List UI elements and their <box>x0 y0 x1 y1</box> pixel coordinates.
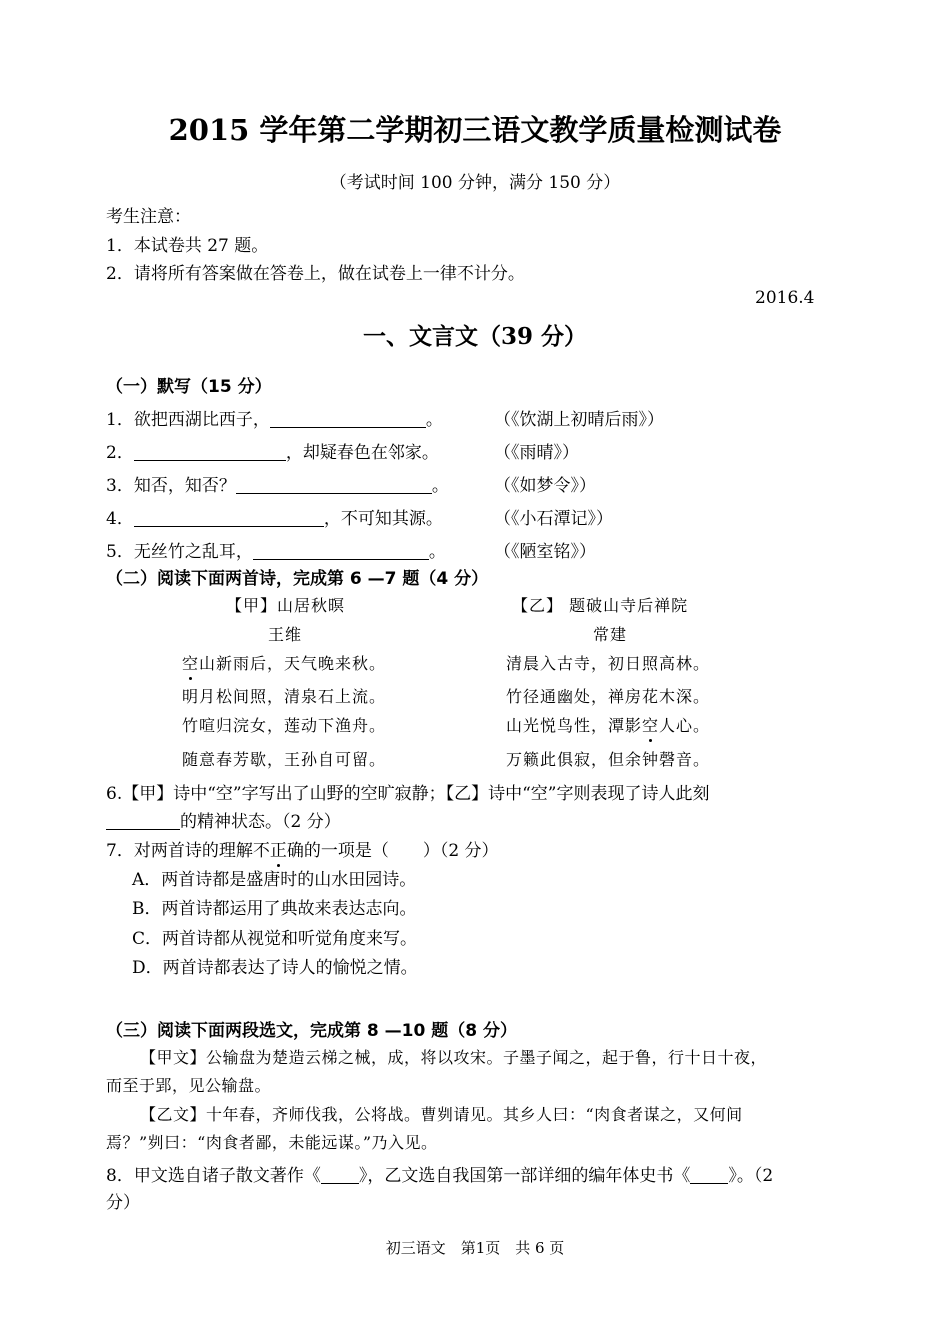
q2-source: （《雨晴》） <box>494 443 579 463</box>
poem-b-line-2: 竹径通幽处，禅房花木深。 <box>506 687 711 706</box>
question-4 <box>106 504 443 529</box>
question-6-line-2 <box>106 807 341 832</box>
part2-heading: （二）阅读下面两首诗，完成第 6 —7 题（4 分） <box>106 569 489 589</box>
q2-prompt: ，却疑春色在邻家。 <box>285 443 439 463</box>
q7-prefix: 7．对两首诗的理解 <box>106 841 253 861</box>
poem-a-title: 【甲】山居秋暝 <box>226 596 346 615</box>
q8-part-a: 8．甲文选自诸子散文著作《 <box>106 1166 321 1186</box>
poem-b-title: 【乙】 题破山寺后禅院 <box>512 596 689 615</box>
poem-b-line-4: 万籁此俱寂，但余钟磬音。 <box>506 750 711 769</box>
poem-a-line-1 <box>182 651 386 674</box>
option-b: B．两首诗都运用了典故来表达志向。 <box>132 899 417 919</box>
section-heading: 一、文言文（39 分） <box>362 323 587 350</box>
q5-answer-blank <box>253 542 429 560</box>
q4-number: 4． <box>106 509 134 529</box>
question-3 <box>106 471 449 496</box>
notice-item-1: 1．本试卷共 27 题。 <box>106 236 269 256</box>
poem-b-line-1: 清晨入古寺，初日照高林。 <box>506 654 711 673</box>
poem-b-line-3-a: 山光悦鸟性，潭影 <box>506 716 643 735</box>
q3-answer-blank <box>236 476 432 494</box>
q5-end: 。 <box>428 542 446 562</box>
q7-suffix: 的一项是（ ）（2 分） <box>303 841 499 861</box>
q1-end: 。 <box>425 410 443 430</box>
q3-prompt: 3．知否，知否？ <box>106 476 236 496</box>
q2-number: 2． <box>106 443 134 463</box>
question-7 <box>106 836 499 861</box>
emphasis-char-kong: 空 <box>182 651 199 674</box>
q6-answer-blank <box>106 812 180 830</box>
emphasis-bu-zheng-que: 不正确 <box>253 836 304 861</box>
q1-prompt: 1．欲把西湖比西子， <box>106 410 270 430</box>
q2-answer-blank <box>134 443 286 461</box>
q6-suffix: 的精神状态。（2 分） <box>180 812 341 832</box>
poem-a-line-2: 明月松间照，清泉石上流。 <box>182 687 387 706</box>
question-8 <box>106 1161 773 1186</box>
q5-source: （《陋室铭》） <box>494 542 596 562</box>
q8-answer-blank-2 <box>690 1166 728 1184</box>
q8-answer-blank-1 <box>321 1166 359 1184</box>
passage-yi-line-1: 【乙文】十年春，齐师伐我，公将战。曹刿请见。其乡人曰：“肉食者谋之，又何间 <box>140 1105 743 1124</box>
poem-a-author: 王维 <box>268 625 303 644</box>
q1-source: （《饮湖上初晴后雨》） <box>494 410 664 430</box>
notice-heading: 考生注意： <box>106 207 191 227</box>
page-footer: 初三语文 第1页 共 6 页 <box>385 1239 565 1257</box>
poem-b-line-3 <box>506 713 710 736</box>
emphasis-char-kong: 空 <box>642 713 659 736</box>
passage-yi-line-2: 焉？”刿曰：“肉食者鄙，未能远谋。”乃入见。 <box>106 1133 438 1152</box>
q5-prompt: 5．无丝竹之乱耳， <box>106 542 253 562</box>
poem-a-line-1-rest: 山新雨后，天气晚来秋。 <box>199 654 387 673</box>
option-d: D．两首诗都表达了诗人的愉悦之情。 <box>132 958 418 978</box>
question-6-line-1: 6.【甲】诗中“空”字写出了山野的空旷寂静；【乙】诗中“空”字则表现了诗人此刻 <box>106 784 710 804</box>
exam-date: 2016.4 <box>755 288 815 308</box>
poem-a-line-4: 随意春芳歇，王孙自可留。 <box>182 750 387 769</box>
poem-b-line-3-c: 人心。 <box>659 716 711 735</box>
passage-jia-line-1: 【甲文】公输盘为楚造云梯之械，成，将以攻宋。子墨子闻之，起于鲁，行十日十夜， <box>140 1048 768 1067</box>
q3-end: 。 <box>431 476 449 496</box>
passage-jia-line-2: 而至于郢，见公输盘。 <box>106 1076 272 1095</box>
poem-b-author: 常建 <box>593 625 628 644</box>
exam-info: （考试时间 100 分钟，满分 150 分） <box>329 173 621 193</box>
part1-heading: （一）默写（15 分） <box>106 377 272 397</box>
q1-answer-blank <box>270 410 426 428</box>
q4-answer-blank <box>134 509 324 527</box>
option-a: A．两首诗都是盛唐时的山水田园诗。 <box>132 870 417 890</box>
q8-part-b: 》，乙文选自我国第一部详细的编年体史书《 <box>358 1166 691 1186</box>
option-c: C．两首诗都从视觉和听觉角度来写。 <box>132 929 418 949</box>
q4-source: （《小石潭记》） <box>494 509 613 529</box>
part3-heading: （三）阅读下面两段选文，完成第 8 —10 题（8 分） <box>106 1021 517 1041</box>
q3-source: （《如梦令》） <box>494 476 596 496</box>
question-2 <box>106 438 439 463</box>
q4-prompt: ，不可知其源。 <box>323 509 443 529</box>
poem-a-line-3: 竹喧归浣女，莲动下渔舟。 <box>182 716 387 735</box>
question-1 <box>106 405 443 430</box>
notice-item-2: 2．请将所有答案做在答卷上，做在试卷上一律不计分。 <box>106 264 525 284</box>
q8-part-c: 》。（2 <box>728 1166 774 1186</box>
question-8-line-2: 分） <box>106 1193 140 1213</box>
page-title: 2015 学年第二学期初三语文教学质量检测试卷 <box>168 113 782 147</box>
question-5 <box>106 537 446 562</box>
